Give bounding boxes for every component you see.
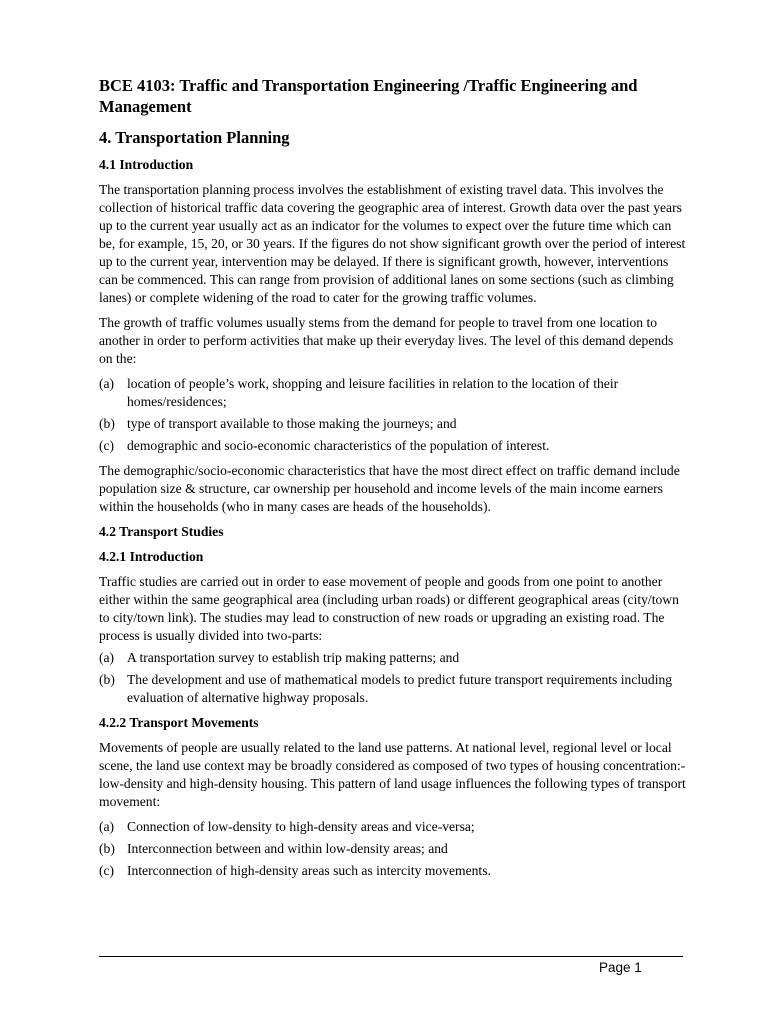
list-item-text: The development and use of mathematical models to predict future transport requirements including evaluation of alternative highway proposals. bbox=[127, 672, 673, 705]
list-item-label: (c) bbox=[99, 863, 115, 878]
document-title: BCE 4103: Traffic and Transportation Engineering /Traffic Engineering and Management bbox=[99, 76, 638, 116]
list-item bbox=[99, 840, 689, 858]
movement-types-list bbox=[99, 818, 689, 880]
list-item-text: Interconnection between and within low-density areas; and bbox=[127, 841, 448, 856]
list-item bbox=[99, 375, 689, 411]
list-item-label: (b) bbox=[99, 672, 115, 687]
list-item bbox=[99, 818, 689, 836]
paragraph: The demographic/socio-economic characteristics that have the most direct effect on traffic demand include population size & structure, car ownership per household and income levels of the main income earners within the households (who in many cases are heads of the households). bbox=[99, 463, 680, 514]
paragraph: Movements of people are usually related to the land use patterns. At national level, regional level or local scene, the land use context may be broadly considered as composed of two types of housing concentration:- low-density and high-density housing. This pattern of land usage influences the following types of transport movement: bbox=[99, 740, 686, 809]
subsection-heading-introduction: 4.1 Introduction bbox=[99, 157, 194, 172]
page-number: Page 1 bbox=[599, 960, 642, 975]
list-item bbox=[99, 649, 689, 667]
demand-factors-list bbox=[99, 375, 689, 455]
list-item-label: (a) bbox=[99, 819, 115, 834]
page-content bbox=[99, 73, 689, 887]
list-item-label: (a) bbox=[99, 650, 115, 665]
subsubsection-heading-introduction: 4.2.1 Introduction bbox=[99, 549, 204, 564]
study-parts-list bbox=[99, 649, 689, 707]
list-item-label: (a) bbox=[99, 376, 115, 391]
list-item bbox=[99, 671, 689, 707]
paragraph: The growth of traffic volumes usually stems from the demand for people to travel from one location to another in order to perform activities that make up their everyday lives. The level of this demand depends on the: bbox=[99, 315, 674, 366]
list-item-label: (b) bbox=[99, 416, 115, 431]
subsection-heading-transport-studies: 4.2 Transport Studies bbox=[99, 524, 224, 539]
list-item-text: Connection of low-density to high-density areas and vice-versa; bbox=[127, 819, 475, 834]
list-item-text: demographic and socio-economic characteristics of the population of interest. bbox=[127, 438, 550, 453]
list-item bbox=[99, 437, 689, 455]
section-heading: 4. Transportation Planning bbox=[99, 128, 290, 147]
paragraph: Traffic studies are carried out in order to ease movement of people and goods from one point to another either within the same geographical area (including urban roads) or different geographical areas (city/town to city/town link). The studies may lead to construction of new roads or upgrading an existing road. The process is usually divided into two-parts: bbox=[99, 574, 679, 643]
list-item bbox=[99, 415, 689, 433]
list-item-label: (c) bbox=[99, 438, 115, 453]
list-item bbox=[99, 862, 689, 880]
paragraph: The transportation planning process involves the establishment of existing travel data. This involves the collection of historical traffic data covering the geographic area of interest. Growth data over the past years up to the current year usually act as an indicator for the volumes to expect over the future time which can be, for example, 15, 20, or 30 years. If the figures do not show significant growth over the period of interest up to the current year, intervention may be delayed. If there is significant growth, however, interventions can be commenced. This can range from provision of additional lanes on some sections (such as climbing lanes) or complete widening of the road to cater for the growing traffic volumes. bbox=[99, 182, 686, 305]
list-item-label: (b) bbox=[99, 841, 115, 856]
list-item-text: type of transport available to those making the journeys; and bbox=[127, 416, 457, 431]
list-item-text: Interconnection of high-density areas such as intercity movements. bbox=[127, 863, 491, 878]
list-item-text: location of people’s work, shopping and leisure facilities in relation to the location of their homes/residences; bbox=[127, 376, 619, 409]
footer-divider bbox=[99, 956, 683, 957]
subsubsection-heading-transport-movements: 4.2.2 Transport Movements bbox=[99, 715, 259, 730]
list-item-text: A transportation survey to establish trip making patterns; and bbox=[127, 650, 460, 665]
